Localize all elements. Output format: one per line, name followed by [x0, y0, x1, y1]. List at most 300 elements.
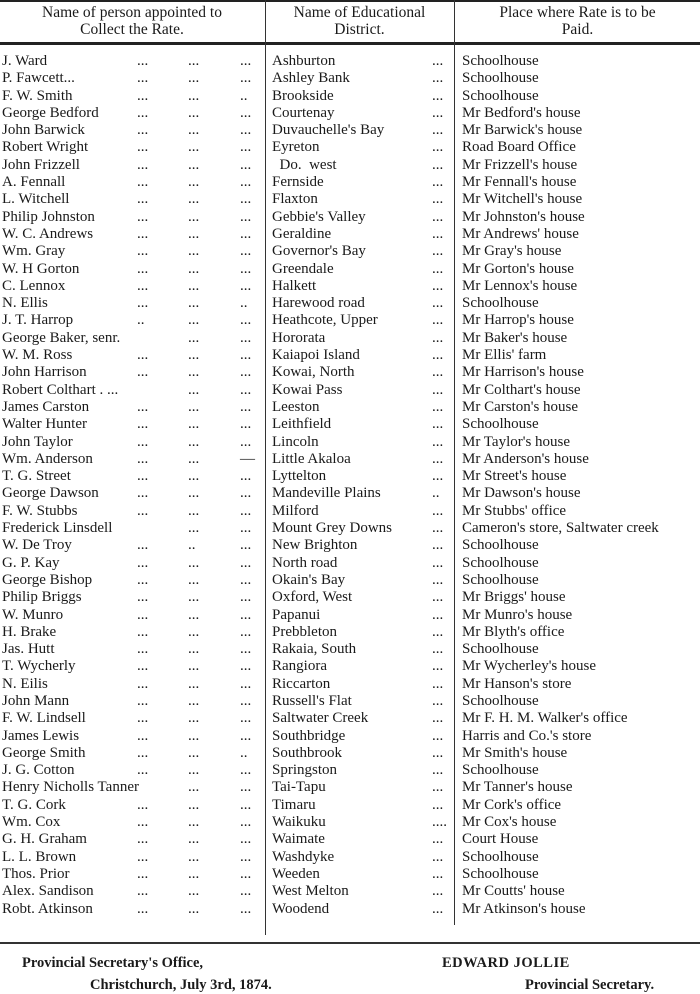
table-row: [0, 278, 700, 295]
payment-place: Schoolhouse: [462, 848, 539, 865]
leader-dots: ...: [188, 744, 200, 761]
collector-name: F. W. Lindsell: [2, 710, 86, 727]
table-row: [0, 849, 700, 866]
leader-dots: ....: [432, 814, 447, 831]
leader-dots: ...: [188, 364, 200, 381]
leader-dots: ...: [137, 865, 149, 882]
district-name: Springston: [272, 762, 338, 779]
payment-place: Mr Ellis' farm: [462, 347, 547, 364]
leader-dots: ...: [240, 692, 252, 709]
table-row: [0, 641, 700, 658]
collector-name: T. G. Cork: [2, 796, 66, 813]
column-header-collector-text: Name of person appointed to Collect the Rate.: [42, 4, 222, 38]
leader-dots: ...: [240, 174, 252, 191]
leader-dots: ...: [137, 571, 149, 588]
district-name: Fernside: [272, 174, 324, 191]
leader-dots: ...: [188, 329, 200, 346]
leader-dots: ...: [137, 260, 149, 277]
collector-name: F. W. Smith: [2, 87, 73, 104]
leader-dots: ...: [137, 675, 149, 692]
district-name: Mount Grey Downs: [272, 520, 392, 537]
district-name: Halkett: [272, 277, 317, 294]
district-name: New Brighton: [272, 537, 358, 554]
district-name: Weeden: [272, 865, 320, 882]
table-row: [0, 658, 700, 675]
leader-dots: ...: [240, 53, 252, 69]
collector-name: J. Ward: [2, 53, 48, 69]
leader-dots: ...: [240, 398, 252, 415]
collector-name: Robert Wright: [2, 139, 89, 156]
table-row: [0, 399, 700, 416]
leader-dots: ...: [188, 139, 200, 156]
leader-dots: ...: [188, 70, 200, 87]
leader-dots: ...: [188, 831, 200, 848]
table-row: [0, 710, 700, 727]
collector-name: W. H Gorton: [2, 260, 80, 277]
payment-place: Schoolhouse: [462, 762, 539, 779]
leader-dots: ...: [188, 779, 200, 796]
leader-dots: ...: [240, 727, 252, 744]
district-name: Riccarton: [272, 675, 331, 692]
leader-dots: ...: [188, 762, 200, 779]
table-row: [0, 589, 700, 606]
leader-dots: ...: [188, 710, 200, 727]
payment-place: Schoolhouse: [462, 641, 539, 658]
collector-name: John Barwick: [2, 122, 85, 139]
leader-dots: ...: [188, 208, 200, 225]
collector-name: L. L. Brown: [2, 848, 77, 865]
column-header-payment-place: [455, 0, 700, 42]
collector-name: Alex. Sandison: [2, 883, 94, 900]
leader-dots: ...: [188, 692, 200, 709]
district-name: Lincoln: [272, 433, 319, 450]
leader-dots: ...: [137, 191, 149, 208]
footer-office: Provincial Secretary's Office,: [22, 955, 204, 971]
table-row: [0, 503, 700, 520]
district-name: Do. west: [272, 156, 337, 173]
table-row: [0, 434, 700, 451]
leader-dots: ...: [432, 364, 444, 381]
leader-dots: ...: [188, 53, 200, 69]
table-row: [0, 676, 700, 693]
collector-name: Frederick Linsdell: [2, 520, 113, 537]
leader-dots: ..: [240, 295, 248, 312]
table-row: [0, 53, 700, 70]
leader-dots: ...: [240, 537, 252, 554]
leader-dots: ..: [137, 312, 145, 329]
leader-dots: ...: [188, 675, 200, 692]
district-name: Papanui: [272, 606, 321, 623]
district-name: Flaxton: [272, 191, 318, 208]
district-name: North road: [272, 554, 338, 571]
collector-name: J. T. Harrop: [2, 312, 74, 329]
leader-dots: ...: [188, 277, 200, 294]
leader-dots: ...: [240, 122, 252, 139]
leader-dots: ...: [432, 433, 444, 450]
leader-dots: ...: [240, 329, 252, 346]
leader-dots: ...: [240, 381, 252, 398]
district-name: Heathcote, Upper: [272, 312, 378, 329]
leader-dots: ...: [240, 658, 252, 675]
collector-name: W. De Troy: [2, 537, 72, 554]
table-row: [0, 745, 700, 762]
leader-dots: ...: [432, 571, 444, 588]
district-name: Courtenay: [272, 104, 335, 121]
table-row: [0, 814, 700, 831]
leader-dots: ...: [240, 606, 252, 623]
leader-dots: ...: [240, 70, 252, 87]
district-name: Greendale: [272, 260, 334, 277]
leader-dots: ...: [240, 883, 252, 900]
leader-dots: ...: [240, 520, 252, 537]
collector-name: George Bedford: [2, 104, 99, 121]
leader-dots: ...: [240, 710, 252, 727]
leader-dots: ...: [137, 744, 149, 761]
leader-dots: ...: [137, 692, 149, 709]
payment-place: Schoolhouse: [462, 554, 539, 571]
leader-dots: ...: [432, 87, 444, 104]
payment-place: Schoolhouse: [462, 571, 539, 588]
leader-dots: ...: [432, 329, 444, 346]
leader-dots: ...: [240, 225, 252, 242]
district-name: Kaiapoi Island: [272, 347, 360, 364]
leader-dots: ...: [137, 658, 149, 675]
leader-dots: —: [240, 450, 255, 467]
collector-name: George Bishop: [2, 571, 93, 588]
table-row: [0, 105, 700, 122]
collector-name: N. Ellis: [2, 295, 48, 312]
leader-dots: ...: [240, 260, 252, 277]
footer-signatory: EDWARD JOLLIE: [442, 955, 570, 971]
leader-dots: ...: [240, 104, 252, 121]
leader-dots: ...: [137, 156, 149, 173]
leader-dots: ...: [432, 450, 444, 467]
leader-dots: ...: [188, 796, 200, 813]
leader-dots: ...: [137, 502, 149, 519]
collector-name: Jas. Hutt: [2, 641, 55, 658]
leader-dots: ...: [188, 225, 200, 242]
collector-name: Philip Johnston: [2, 208, 95, 225]
district-name: Leithfield: [272, 416, 332, 433]
collector-name: J. G. Cotton: [2, 762, 75, 779]
payment-place: Schoolhouse: [462, 692, 539, 709]
leader-dots: ...: [137, 485, 149, 502]
district-name: Rakaia, South: [272, 641, 357, 658]
leader-dots: ...: [432, 225, 444, 242]
leader-dots: ...: [188, 606, 200, 623]
table-row: [0, 312, 700, 329]
district-name: Hororata: [272, 329, 326, 346]
district-name: Leeston: [272, 398, 320, 415]
payment-place: Mr Harrison's house: [462, 364, 584, 381]
leader-dots: ...: [188, 295, 200, 312]
collector-name: James Lewis: [2, 727, 80, 744]
payment-place: Mr F. H. M. Walker's office: [462, 710, 628, 727]
district-name: Tai-Tapu: [272, 779, 326, 796]
leader-dots: ...: [240, 900, 252, 917]
leader-dots: ...: [137, 87, 149, 104]
leader-dots: ..: [432, 485, 440, 502]
leader-dots: ...: [432, 381, 444, 398]
payment-place: Mr Smith's house: [462, 744, 568, 761]
leader-dots: ...: [137, 53, 149, 69]
payment-place: Mr Blyth's office: [462, 623, 565, 640]
district-name: Woodend: [272, 900, 330, 917]
leader-dots: ...: [240, 623, 252, 640]
leader-dots: ...: [240, 277, 252, 294]
leader-dots: ...: [432, 727, 444, 744]
payment-place: Schoolhouse: [462, 416, 539, 433]
leader-dots: ...: [188, 814, 200, 831]
district-name: Timaru: [272, 796, 316, 813]
payment-place: Mr Wycherley's house: [462, 658, 596, 675]
collector-name: Robt. Atkinson: [2, 900, 93, 917]
table-row: [0, 416, 700, 433]
leader-dots: ...: [240, 571, 252, 588]
leader-dots: ...: [188, 191, 200, 208]
leader-dots: ...: [240, 814, 252, 831]
leader-dots: ...: [137, 468, 149, 485]
leader-dots: ...: [432, 641, 444, 658]
collector-name: W. M. Ross: [2, 347, 73, 364]
leader-dots: ...: [432, 900, 444, 917]
leader-dots: ...: [188, 502, 200, 519]
leader-dots: ...: [188, 554, 200, 571]
leader-dots: ...: [137, 347, 149, 364]
collector-name: T. G. Street: [2, 468, 71, 485]
collector-name: G. H. Graham: [2, 831, 87, 848]
payment-place: Mr Tanner's house: [462, 779, 573, 796]
collector-name: G. P. Kay: [2, 554, 60, 571]
payment-place: Harris and Co.'s store: [462, 727, 592, 744]
leader-dots: ...: [240, 191, 252, 208]
payment-place: Mr Witchell's house: [462, 191, 583, 208]
collector-name: James Carston: [2, 398, 90, 415]
payment-place: Mr Stubbs' office: [462, 502, 567, 519]
district-name: Waimate: [272, 831, 325, 848]
district-name: Harewood road: [272, 295, 365, 312]
table-row: [0, 607, 700, 624]
district-name: Duvauchelle's Bay: [272, 122, 385, 139]
payment-place: Mr Barwick's house: [462, 122, 583, 139]
leader-dots: ...: [432, 796, 444, 813]
collector-name: George Smith: [2, 744, 86, 761]
column-header-district-text: Name of Educational District.: [293, 4, 426, 38]
collector-name: Thos. Prior: [2, 865, 70, 882]
table-row: [0, 693, 700, 710]
table-row: [0, 70, 700, 87]
leader-dots: ...: [137, 606, 149, 623]
table-row: [0, 382, 700, 399]
table-row: [0, 901, 700, 918]
leader-dots: ...: [432, 520, 444, 537]
leader-dots: ...: [432, 710, 444, 727]
leader-dots: ...: [188, 450, 200, 467]
leader-dots: ...: [432, 416, 444, 433]
leader-dots: ...: [240, 554, 252, 571]
leader-dots: ...: [137, 727, 149, 744]
leader-dots: ...: [137, 174, 149, 191]
leader-dots: ...: [188, 485, 200, 502]
payment-place: Mr Briggs' house: [462, 589, 566, 606]
leader-dots: ...: [432, 468, 444, 485]
leader-dots: ...: [432, 156, 444, 173]
table-row: [0, 624, 700, 641]
footer-date: Christchurch, July 3rd, 1874.: [90, 977, 272, 993]
leader-dots: ...: [188, 87, 200, 104]
table-row: [0, 555, 700, 572]
district-name: West Melton: [272, 883, 349, 900]
leader-dots: ...: [137, 243, 149, 260]
leader-dots: ...: [188, 848, 200, 865]
leader-dots: ...: [188, 416, 200, 433]
leader-dots: ...: [432, 191, 444, 208]
leader-dots: ...: [188, 658, 200, 675]
column-header-payment-place-text: Place where Rate is to be Paid.: [499, 4, 656, 38]
leader-dots: ...: [432, 104, 444, 121]
table-row: [0, 883, 700, 900]
payment-place: Mr Fennall's house: [462, 174, 577, 191]
payment-place: Schoolhouse: [462, 70, 539, 87]
leader-dots: ...: [432, 554, 444, 571]
leader-dots: ...: [240, 485, 252, 502]
leader-dots: ...: [240, 243, 252, 260]
leader-dots: ...: [240, 208, 252, 225]
district-name: Saltwater Creek: [272, 710, 369, 727]
leader-dots: ...: [432, 744, 444, 761]
district-name: Ashley Bank: [272, 70, 350, 87]
district-name: Ashburton: [272, 53, 336, 69]
leader-dots: ...: [137, 710, 149, 727]
leader-dots: ...: [188, 520, 200, 537]
collector-name: John Harrison: [2, 364, 87, 381]
collector-name: Wm. Gray: [2, 243, 66, 260]
leader-dots: ...: [188, 468, 200, 485]
table-row: [0, 88, 700, 105]
leader-dots: ...: [432, 589, 444, 606]
leader-dots: ...: [240, 433, 252, 450]
leader-dots: ...: [137, 641, 149, 658]
table-row: [0, 364, 700, 381]
leader-dots: ...: [240, 312, 252, 329]
district-name: Little Akaloa: [272, 450, 351, 467]
leader-dots: ...: [188, 571, 200, 588]
district-name: Washdyke: [272, 848, 335, 865]
table-row: [0, 261, 700, 278]
leader-dots: ...: [432, 692, 444, 709]
leader-dots: ...: [188, 104, 200, 121]
payment-place: Mr Taylor's house: [462, 433, 571, 450]
district-name: Geraldine: [272, 225, 332, 242]
leader-dots: ...: [240, 779, 252, 796]
leader-dots: ...: [432, 398, 444, 415]
table-row: [0, 779, 700, 796]
district-name: Gebbie's Valley: [272, 208, 366, 225]
leader-dots: ...: [137, 139, 149, 156]
leader-dots: ...: [432, 70, 444, 87]
leader-dots: ...: [137, 554, 149, 571]
leader-dots: ...: [137, 831, 149, 848]
column-header-collector: [0, 0, 264, 42]
leader-dots: ...: [188, 156, 200, 173]
leader-dots: ...: [240, 796, 252, 813]
leader-dots: ...: [188, 900, 200, 917]
leader-dots: ...: [240, 865, 252, 882]
payment-place: Mr Frizzell's house: [462, 156, 578, 173]
leader-dots: ...: [137, 883, 149, 900]
payment-place: Schoolhouse: [462, 537, 539, 554]
district-name: Prebbleton: [272, 623, 337, 640]
leader-dots: ...: [240, 502, 252, 519]
collector-name: John Frizzell: [2, 156, 80, 173]
district-name: Okain's Bay: [272, 571, 346, 588]
leader-dots: ...: [432, 277, 444, 294]
collector-name: John Mann: [2, 692, 70, 709]
payment-place: Mr Bedford's house: [462, 104, 581, 121]
table-row: [0, 243, 700, 260]
leader-dots: ...: [188, 865, 200, 882]
leader-dots: ...: [432, 312, 444, 329]
collector-name: Robert Colthart . ...: [2, 381, 119, 398]
leader-dots: ...: [240, 641, 252, 658]
payment-place: Cameron's store, Saltwater creek: [462, 520, 659, 537]
leader-dots: ...: [137, 848, 149, 865]
leader-dots: ...: [432, 831, 444, 848]
district-name: Oxford, West: [272, 589, 353, 606]
leader-dots: ...: [137, 623, 149, 640]
leader-dots: ...: [188, 243, 200, 260]
leader-dots: ...: [137, 208, 149, 225]
leader-dots: ...: [432, 658, 444, 675]
collector-name: George Dawson: [2, 485, 99, 502]
payment-place: Mr Hanson's store: [462, 675, 572, 692]
leader-dots: ...: [137, 416, 149, 433]
collector-name: John Taylor: [2, 433, 73, 450]
payment-place: Mr Baker's house: [462, 329, 568, 346]
leader-dots: ...: [137, 364, 149, 381]
collector-name: P. Fawcett...: [2, 70, 75, 87]
table-row: [0, 797, 700, 814]
leader-dots: ...: [432, 122, 444, 139]
leader-dots: ...: [240, 675, 252, 692]
leader-dots: ...: [432, 347, 444, 364]
collector-name: A. Fennall: [2, 174, 66, 191]
collector-name: H. Brake: [2, 623, 57, 640]
leader-dots: ...: [432, 139, 444, 156]
leader-dots: ...: [240, 589, 252, 606]
table-row: [0, 485, 700, 502]
payment-place: Mr Gorton's house: [462, 260, 574, 277]
leader-dots: ...: [137, 104, 149, 121]
leader-dots: ...: [137, 433, 149, 450]
district-name: Southbridge: [272, 727, 346, 744]
table-row: [0, 831, 700, 848]
payment-place: Road Board Office: [462, 139, 576, 156]
payment-place: Schoolhouse: [462, 87, 539, 104]
leader-dots: ...: [188, 398, 200, 415]
collector-name: Henry Nicholls Tanner: [2, 779, 139, 796]
payment-place: Mr Munro's house: [462, 606, 573, 623]
leader-dots: ...: [240, 156, 252, 173]
collector-name: Wm. Cox: [2, 814, 61, 831]
payment-place: Schoolhouse: [462, 865, 539, 882]
footer-signatory-title: Provincial Secretary.: [525, 977, 655, 993]
district-name: Kowai, North: [272, 364, 355, 381]
leader-dots: ...: [188, 122, 200, 139]
leader-dots: ...: [432, 779, 444, 796]
table-row: [0, 347, 700, 364]
leader-dots: ...: [188, 623, 200, 640]
